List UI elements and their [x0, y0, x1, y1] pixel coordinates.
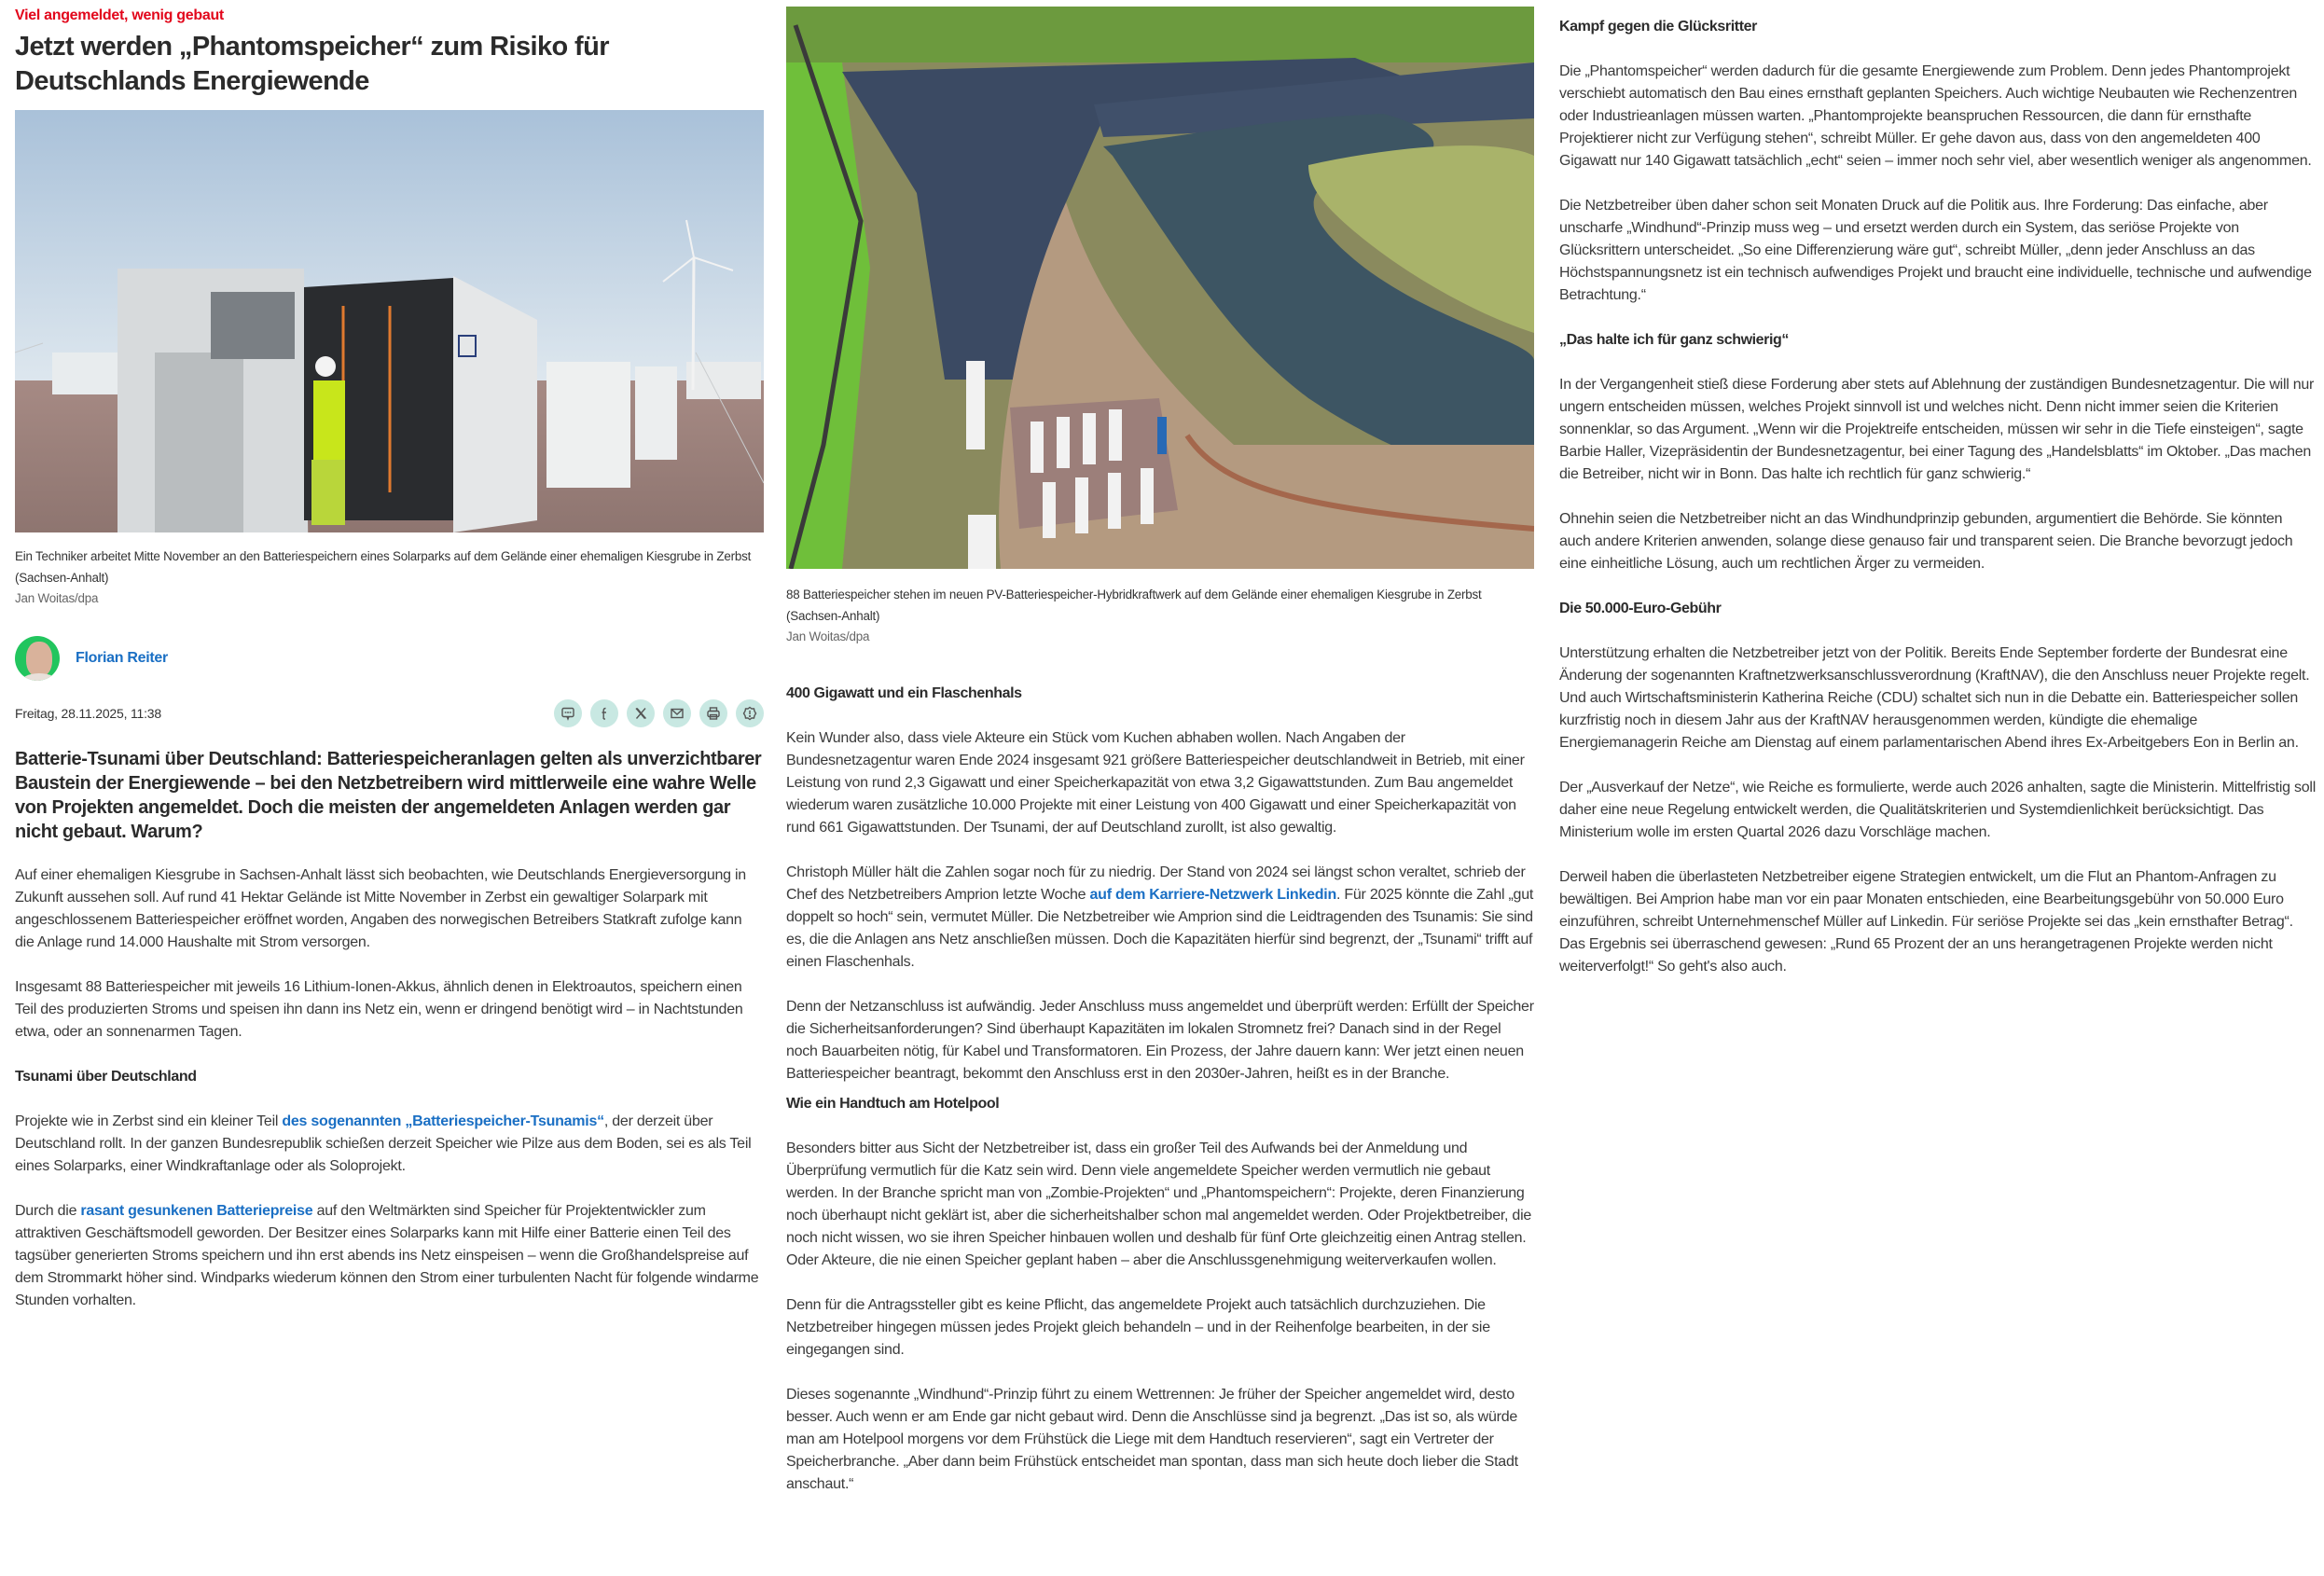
subheading-handtuch: Wie ein Handtuch am Hotelpool	[786, 1096, 1000, 1112]
subheading-gebuehr: Die 50.000-Euro-Gebühr	[1559, 601, 1722, 616]
report-button[interactable]	[736, 699, 764, 727]
paragraph: Unterstützung erhalten die Netzbetreiber jetzt von der Politik. Bereits Ende September forderte der Bundesrat eine Änderung der sogenannten Kraftnetzwerksanschlussverordnung (KraftNAV), die den Anschluss neuer Projekte regelt. Und auch Wirtschaftsministerin Katherina Reiche (CDU) schaltet sich nun in die Debatte ein. Batteriespeicher sollen kurzfristig noch in diesem Jahr aus der KraftNAV herausgenommen werden, kündigte die ehemalige Energiemanagerin Reiche am Dienstag auf einem parlamentarischen Abend ihres Ex-Arbeitgebers Eon in Berlin an.	[1559, 645, 2310, 751]
facebook-icon	[597, 706, 612, 721]
article-headline: Jetzt werden „Phantomspeicher“ zum Risiko für Deutschlands Energiewende	[15, 32, 609, 96]
text: auf den Weltmärkten sind Speicher für Projektentwickler zum attraktiven Geschäftsmodell geworden. Der Besitzer eines Solarparks kann mit Hilfe einer Batterie einen Teil des tagsüber generierten Stroms speichern und ihn erst abends ins Netz einspeisen – wenn die Großhandelspreise auf dem Strommarkt höher sind. Windparks wiederum können den Strom einer turbulenten Nacht für folgende windarme Stunden vorhalten.	[15, 1203, 759, 1308]
paragraph-preise	[15, 1200, 764, 1312]
image1-caption: Ein Techniker arbeitet Mitte November an den Batteriespeichern eines Solarparks auf dem Gelände einer ehemaligen Kiesgrube in Zerbst (Sachsen-Anhalt)	[15, 549, 752, 585]
paragraph: Denn für die Antragssteller gibt es keine Pflicht, das angemeldete Projekt auch tatsächlich durchzuziehen. Die Netzbetreiber hingegen müssen jedes Projekt gleich behandeln – und in der Reihenfolge bearbeiten, in der sie eingegangen sind.	[786, 1297, 1490, 1358]
link-batteriespeicher-tsunami[interactable]: des sogenannten „Batteriespeicher-Tsunamis“	[282, 1113, 604, 1129]
text: Durch die	[15, 1203, 81, 1219]
x-icon	[633, 706, 648, 721]
report-icon	[742, 706, 757, 721]
comment-icon	[560, 706, 575, 721]
paragraph: Derweil haben die überlasteten Netzbetreiber eigene Strategien entwickelt, um die Flut an Phantom-Anfragen zu bewältigen. Bei Amprion habe man vor ein paar Monaten entschieden, eine Bearbeitungsgebühr von 50.000 Euro einzuführen, schreibt Unternehmenschef Müller auf Linkedin. Für seriöse Projekte sei das „kein ernsthafter Betrag“. Das Ergebnis sei überraschend gewesen: „Rund 65 Prozent der an uns herangetragenen Projekte werden nicht weiterverfolgt!“ So geht's also auch.	[1559, 869, 2293, 975]
text: Christoph Müller hält die Zahlen sogar noch für zu niedrig. Der Stand von 2024 sei längst schon veraltet, schrieb der Chef des Netzbetreibers Amprion letzte Woche	[786, 864, 1526, 903]
column-right	[1559, 0, 2317, 978]
mail-share-button[interactable]	[663, 699, 691, 727]
paragraph-tsunami	[15, 1111, 764, 1178]
image2-caption: 88 Batteriespeicher stehen im neuen PV-Batteriespeicher-Hybridkraftwerk auf dem Gelände einer ehemaligen Kiesgrube in Zerbst (Sachsen-Anhalt)	[786, 588, 1482, 623]
article-image-battery-technician[interactable]	[15, 110, 764, 532]
column-middle	[786, 0, 1534, 1496]
paragraph: Die Netzbetreiber üben daher schon seit Monaten Druck auf die Politik aus. Ihre Forderung: Das einfache, aber unscharfe „Windhund“-Prinzip muss weg – und ersetzt werden durch ein System, das seriöse Projekte von Glücksrittern unterscheidet. „So eine Differenzierung wäre gut“, schreibt Müller, „denn jeder Anschluss an das Höchstspannungsnetz ist ein technisch aufwendiges Projekt und braucht eine individuelle, technische und aufwendige Betrachtung.“	[1559, 198, 2312, 303]
subheading-gigawatt: 400 Gigawatt und ein Flaschenhals	[786, 685, 1022, 701]
share-toolbar	[554, 699, 764, 727]
image2-credit: Jan Woitas/dpa	[786, 629, 870, 643]
paragraph: Kein Wunder also, dass viele Akteure ein Stück vom Kuchen abhaben wollen. Nach Angaben der Bundesnetzagentur waren Ende 2024 insgesamt 921 größere Batteriespeicher deutschlandweit in Betrieb, mit einer Leistung von rund 2,3 Gigawatt und einer Speicherkapazität von etwa 3,2 Gigawattstunden. Zum Bau angemeldet wiederum waren zusätzliche 10.000 Projekte mit einer Leistung von 400 Gigawatt und einer Speicherkapazität von rund 661 Gigawattstunden. Der Tsunami, der auf Deutschland zurollt, ist also gewaltig.	[786, 730, 1525, 836]
author-avatar[interactable]	[15, 636, 60, 681]
text: Projekte wie in Zerbst sind ein kleiner Teil	[15, 1113, 283, 1129]
link-linkedin[interactable]: auf dem Karriere-Netzwerk Linkedin	[1089, 887, 1336, 903]
paragraph: Insgesamt 88 Batteriespeicher mit jeweils 16 Lithium-Ionen-Akkus, ähnlich denen in Elektroautos, speichern einen Teil des produzierten Stroms und speisen ihn dann ins Netz ein, wenn er dringend benötigt wird – in Nachtstunden etwa, oder an sonnenarmen Tagen.	[15, 979, 743, 1040]
paragraph: In der Vergangenheit stieß diese Forderung aber stets auf Ablehnung der zuständigen Bundesnetzagentur. Die will nur ungern entscheiden müssen, welches Projekt sinnvoll ist und welches nicht. Denn nicht immer seien die Kriterien sonnenklar, so das Argument. „Wenn wir die Projektreife entscheiden, müssen wir sehr in die Tiefe einsteigen“, sagte Barbie Haller, Vizepräsidentin der Bundesnetzagentur, bei einer Tagung des „Handelsblatts“ im Oktober. „Das machen die Betreiber, nicht wir in Bonn. Das halte ich rechtlich für ganz schwierig.“	[1559, 377, 2315, 482]
paragraph: Die „Phantomspeicher“ werden dadurch für die gesamte Energiewende zum Problem. Denn jedes Phantomprojekt verschiebt automatisch den Bau eines ernsthaft geplanten Speichers. Auch wichtige Neubauten wie Rechenzentren oder Industrieanlagen müssen warten. „Phantomprojekte beanspruchen Ressourcen, die dann für ernsthafte Projektierer nicht zur Verfügung stehen“, schreibt Müller. Er gehe davon aus, dass von den angemeldeten 400 Gigawatt nur 140 Gigawatt tatsächlich „echt“ seien – immer noch sehr viel, aber wesentlich weniger als angenommen.	[1559, 63, 2312, 169]
paragraph: Der „Ausverkauf der Netze“, wie Reiche es formulierte, werde auch 2026 anhalten, sagte die Ministerin. Mittelfristig soll daher eine neue Regelung entwickelt werden, die Qualitätskriterien und Systemdienlichkeit berücksichtigt. Das Ministerium wolle im ersten Quartal 2026 dazu Vorschläge machen.	[1559, 780, 2317, 840]
author-block[interactable]	[15, 635, 764, 682]
article-image-aerial-solar-park[interactable]	[786, 7, 1534, 569]
paragraph: Ohnehin seien die Netzbetreiber nicht an das Windhundprinzip gebunden, argumentiert die Behörde. Sie könnten auch andere Kriterien anwenden, solange diese genauso fair und transparent seien. Die Branche bevorzugt jedoch eine einheitliche Lösung, auch um rechtlichen Ärger zu vermeiden.	[1559, 511, 2293, 572]
print-button[interactable]	[699, 699, 727, 727]
paragraph-mueller	[786, 862, 1534, 974]
x-share-button[interactable]	[627, 699, 655, 727]
article-lead: Batterie-Tsunami über Deutschland: Batteriespeicheranlagen gelten als unverzichtbarer Baustein der Energiewende – bei den Netzbetreibern wird mittlerweile eine wahre Welle von Projekten angemeldet. Doch die meisten der angemeldeten Anlagen werden gar nicht gebaut. Warum?	[15, 749, 762, 842]
text: , der derzeit über Deutschland rollt. In der ganzen Bundesrepublik schießen derzeit Speicher wie Pilze aus dem Boden, sei es als Teil eines Solarparks, einer Windkraftanlage oder als Soloprojekt.	[15, 1113, 752, 1174]
comment-button[interactable]	[554, 699, 582, 727]
article-kicker: Viel angemeldet, wenig gebaut	[15, 7, 224, 23]
text: . Für 2025 könnte die Zahl „gut doppelt so hoch“ sein, vermutet Müller. Die Netzbetreiber wie Amprion sind die Leidtragenden des Tsunamis: Sie sind es, die die Anlagen ans Netz anschließen müssen. Doch die Kapazitäten hierfür sind begrenzt, der „Tsunami“ trifft auf einen Flaschenhals.	[786, 887, 1534, 970]
print-icon	[706, 706, 721, 721]
facebook-share-button[interactable]	[590, 699, 618, 727]
meta-row	[15, 698, 764, 728]
image1-credit: Jan Woitas/dpa	[15, 591, 99, 605]
link-batteriepreise[interactable]: rasant gesunkenen Batteriepreise	[80, 1203, 313, 1219]
mail-icon	[670, 706, 685, 721]
subheading-gluecksritter: Kampf gegen die Glücksritter	[1559, 19, 1757, 35]
column-left	[15, 0, 764, 1312]
subheading-schwierig: „Das halte ich für ganz schwierig“	[1559, 332, 1790, 348]
paragraph: Dieses sogenannte „Windhund“-Prinzip führt zu einem Wettrennen: Je früher der Speicher angemeldet wird, desto besser. Auch wenn er am Ende gar nicht gebaut wird. Denn die Anschlüsse sind ja begrenzt. „Das ist so, als würde man am Hotelpool morgens vor dem Frühstück die Liege mit dem Handtuch reservieren“, sagt ein Vertreter der Speicherbranche. „Aber dann beim Frühstück entscheidet man spontan, dass man sich heute doch lieber die Stadt anschaut.“	[786, 1387, 1518, 1492]
paragraph: Auf einer ehemaligen Kiesgrube in Sachsen-Anhalt lässt sich beobachten, wie Deutschlands Energieversorgung in Zukunft aussehen soll. Auf rund 41 Hektar Gelände ist Mitte November in Zerbst ein gewaltiger Solarpark mit angeschlossenem Batteriespeicher eröffnet worden, Angaben des norwegischen Betreibers Statkraft zufolge kann die Anlage rund 14.000 Haushalte mit Strom versorgen.	[15, 867, 746, 950]
battery-technician-photo	[15, 110, 764, 532]
aerial-solar-park-photo	[786, 7, 1534, 569]
publish-date: Freitag, 28.11.2025, 11:38	[15, 706, 161, 721]
author-name[interactable]: Florian Reiter	[76, 650, 168, 666]
subheading-tsunami: Tsunami über Deutschland	[15, 1069, 197, 1085]
paragraph: Denn der Netzanschluss ist aufwändig. Jeder Anschluss muss angemeldet und überprüft werden: Erfüllt der Speicher die Sicherheitsanforderungen? Sind überhaupt Kapazitäten im lokalen Stromnetz frei? Danach sind in der Regel noch Bauarbeiten nötig, für Kabel und Transformatoren. Ein Prozess, der Jahre dauern kann: Wer jetzt einen neuen Batteriespeicher beantragt, bekommt den Anschluss erst in den 2030er-Jahren, heißt es in der Branche.	[786, 999, 1534, 1082]
paragraph: Besonders bitter aus Sicht der Netzbetreiber ist, dass ein großer Teil des Aufwands bei der Anmeldung und Überprüfung vermutlich für die Katz sein wird. Denn viele angemeldete Speicher werden vermutlich nie gebaut werden. In der Branche spricht man von „Zombie-Projekten“ und „Phantomspeichern“: Projekte, deren Finanzierung noch überhaupt nicht geklärt ist, aber die sicherheitshalber schon mal angemeldet werden. Oder Projektbetreiber, die noch nicht wissen, wo sie ihren Speicher hinbauen wollen und deshalb für fünf Orte gleichzeitig einen Antrag stellen. Oder Akteure, die nie einen Speicher geplant haben – aber die Anschlussgenehmigung weiterverkaufen wollen.	[786, 1141, 1532, 1268]
